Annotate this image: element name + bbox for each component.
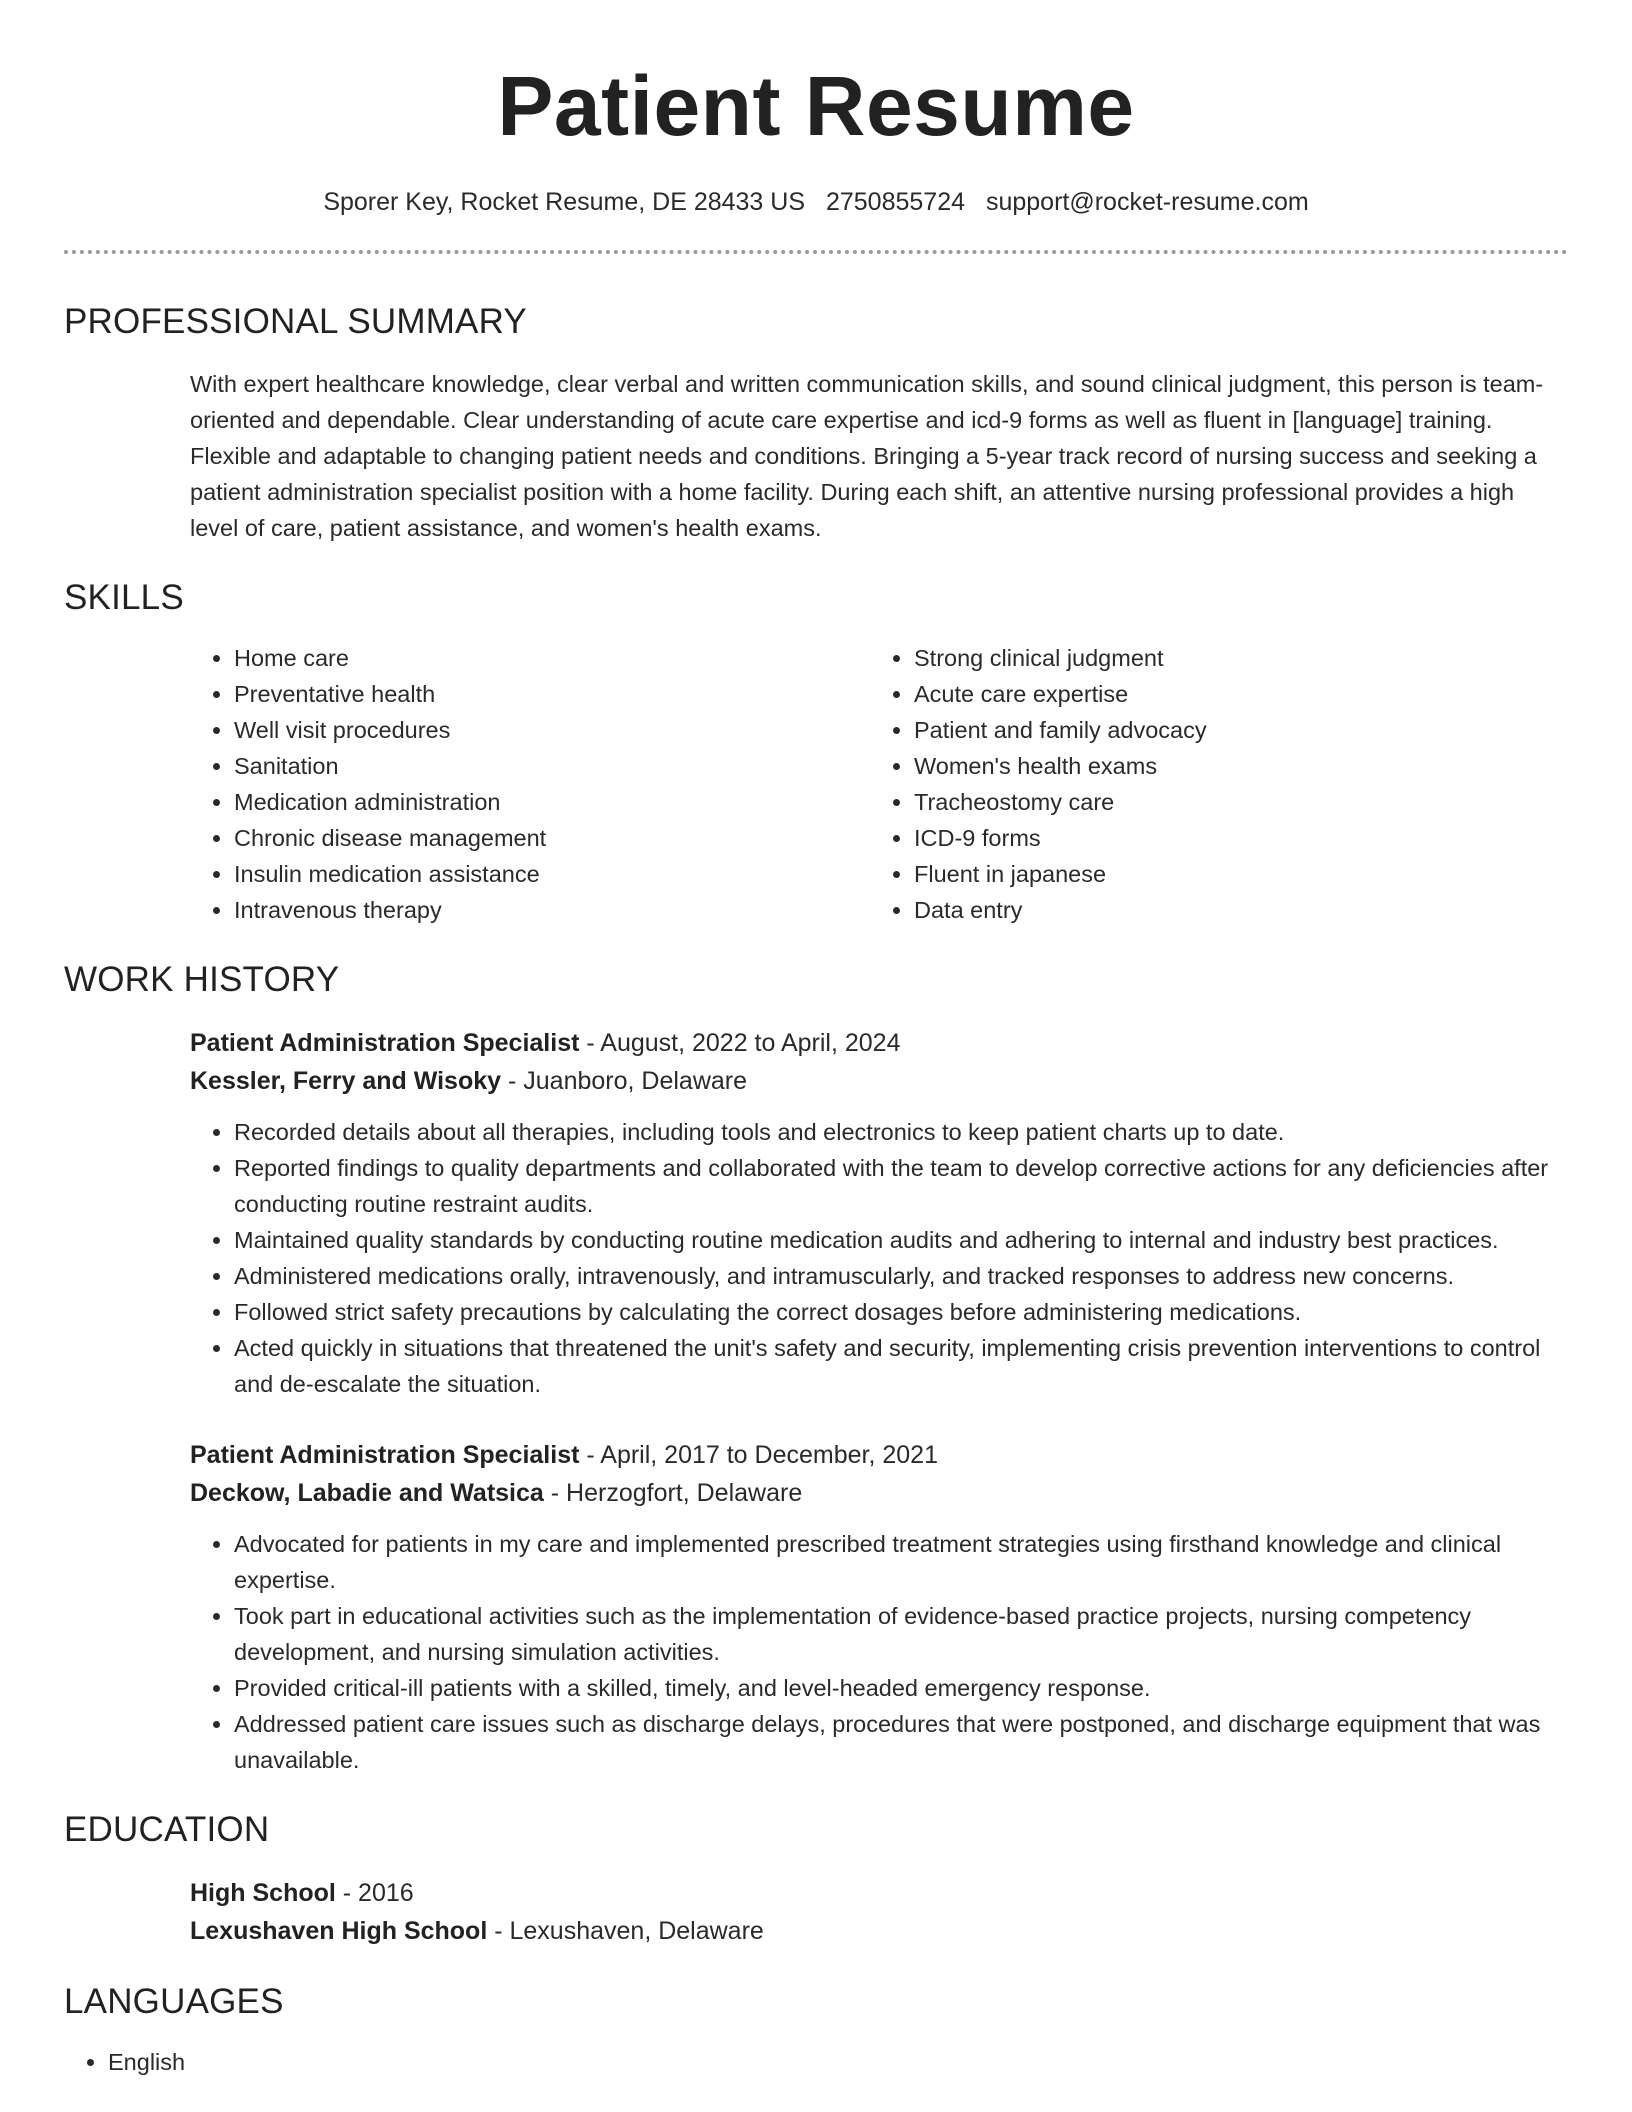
job-location: - Herzogfort, Delaware bbox=[543, 1479, 803, 1507]
skill-item: • Medication administration bbox=[234, 784, 870, 820]
summary-text: With expert healthcare knowledge, clear verbal and written communication skills, and sound clinical judgment, this person is team-oriented and dependable. Clear understanding of acute care expertise and icd-9 forms as well as fluent in [language] training. Flexible and adaptable to changing patient needs and conditions. Bringing a 5-year track record of nursing success and seeking a patient administration specialist position with a home facility. During each shift, an attentive nursing professional provides a high level of care, patient assistance, and women's health exams. bbox=[190, 371, 1544, 541]
job-entry bbox=[190, 1024, 1568, 1402]
job-entry bbox=[190, 1436, 1568, 1778]
skill-item: • Strong clinical judgment bbox=[914, 640, 1550, 676]
job-company-line bbox=[190, 1062, 1568, 1100]
education-degree: High School bbox=[190, 1879, 336, 1907]
header-divider bbox=[64, 250, 1568, 254]
responsibility-item: • Maintained quality standards by conducting routine medication audits and adhering to internal and industry best practices. bbox=[234, 1222, 1568, 1258]
job-role: Patient Administration Specialist bbox=[190, 1441, 580, 1469]
responsibility-item: • Took part in educational activities such as the implementation of evidence-based practice projects, nursing competency development, and nursing simulation activities. bbox=[234, 1598, 1568, 1670]
responsibility-item: • Provided critical-ill patients with a skilled, timely, and level-headed emergency response. bbox=[234, 1670, 1568, 1706]
skill-item: • Insulin medication assistance bbox=[234, 856, 870, 892]
skill-item: • Patient and family advocacy bbox=[914, 712, 1550, 748]
job-responsibilities bbox=[190, 1526, 1568, 1778]
job-dates: - April, 2017 to December, 2021 bbox=[579, 1441, 938, 1469]
responsibility-item: • Followed strict safety precautions by calculating the correct dosages before administering medications. bbox=[234, 1294, 1568, 1330]
job-role-line bbox=[190, 1024, 1568, 1062]
education-year: - 2016 bbox=[335, 1879, 414, 1907]
skill-item: • Preventative health bbox=[234, 676, 870, 712]
skill-item: • Sanitation bbox=[234, 748, 870, 784]
skill-item: • Home care bbox=[234, 640, 870, 676]
responsibility-item: • Recorded details about all therapies, including tools and electronics to keep patient charts up to date. bbox=[234, 1114, 1568, 1150]
job-dates: - August, 2022 to April, 2024 bbox=[579, 1029, 901, 1057]
languages-list bbox=[64, 2044, 1568, 2080]
skill-item: • Data entry bbox=[914, 892, 1550, 928]
responsibility-item: • Advocated for patients in my care and implemented prescribed treatment strategies using firsthand knowledge and clinical expertise. bbox=[234, 1526, 1568, 1598]
skills-column-left bbox=[190, 640, 870, 928]
contact-email: support@rocket-resume.com bbox=[985, 188, 1309, 216]
work-history-heading: WORK HISTORY bbox=[64, 960, 340, 999]
job-responsibilities bbox=[190, 1114, 1568, 1402]
languages-heading: LANGUAGES bbox=[64, 1982, 284, 2021]
skills-grid bbox=[190, 640, 1568, 928]
skill-item: • Chronic disease management bbox=[234, 820, 870, 856]
job-location: - Juanboro, Delaware bbox=[501, 1067, 748, 1095]
language-item: • English bbox=[108, 2044, 1568, 2080]
education-location: - Lexushaven, Delaware bbox=[487, 1917, 764, 1945]
education-degree-line bbox=[190, 1874, 1568, 1912]
contact-line bbox=[64, 186, 1568, 218]
responsibility-item: • Administered medications orally, intravenously, and intramuscularly, and tracked responses to address new concerns. bbox=[234, 1258, 1568, 1294]
education-school: Lexushaven High School bbox=[190, 1917, 488, 1945]
job-company: Kessler, Ferry and Wisoky bbox=[190, 1067, 502, 1095]
skill-item: • Tracheostomy care bbox=[914, 784, 1550, 820]
skill-item: • Well visit procedures bbox=[234, 712, 870, 748]
contact-address: Sporer Key, Rocket Resume, DE 28433 US bbox=[323, 188, 806, 216]
job-company-line bbox=[190, 1474, 1568, 1512]
skill-item: • ICD-9 forms bbox=[914, 820, 1550, 856]
responsibility-item: • Acted quickly in situations that threatened the unit's safety and security, implementing crisis prevention interventions to control and de-escalate the situation. bbox=[234, 1330, 1568, 1402]
skill-item: • Fluent in japanese bbox=[914, 856, 1550, 892]
skill-item: • Intravenous therapy bbox=[234, 892, 870, 928]
responsibility-item: • Reported findings to quality departments and collaborated with the team to develop corrective actions for any deficiencies after conducting routine restraint audits. bbox=[234, 1150, 1568, 1222]
skill-item: • Acute care expertise bbox=[914, 676, 1550, 712]
job-company: Deckow, Labadie and Watsica bbox=[190, 1479, 544, 1507]
responsibility-item: • Addressed patient care issues such as discharge delays, procedures that were postponed, and discharge equipment that was unavailable. bbox=[234, 1706, 1568, 1778]
skill-item: • Women's health exams bbox=[914, 748, 1550, 784]
education-entry bbox=[190, 1874, 1568, 1950]
education-heading: EDUCATION bbox=[64, 1810, 270, 1849]
skills-heading: SKILLS bbox=[64, 578, 184, 617]
contact-phone: 2750855724 bbox=[825, 188, 966, 216]
summary-heading: PROFESSIONAL SUMMARY bbox=[64, 302, 527, 341]
skills-column-right bbox=[870, 640, 1550, 928]
resume-title: Patient Resume bbox=[497, 59, 1135, 153]
job-role: Patient Administration Specialist bbox=[190, 1029, 580, 1057]
education-school-line bbox=[190, 1912, 1568, 1950]
job-role-line bbox=[190, 1436, 1568, 1474]
